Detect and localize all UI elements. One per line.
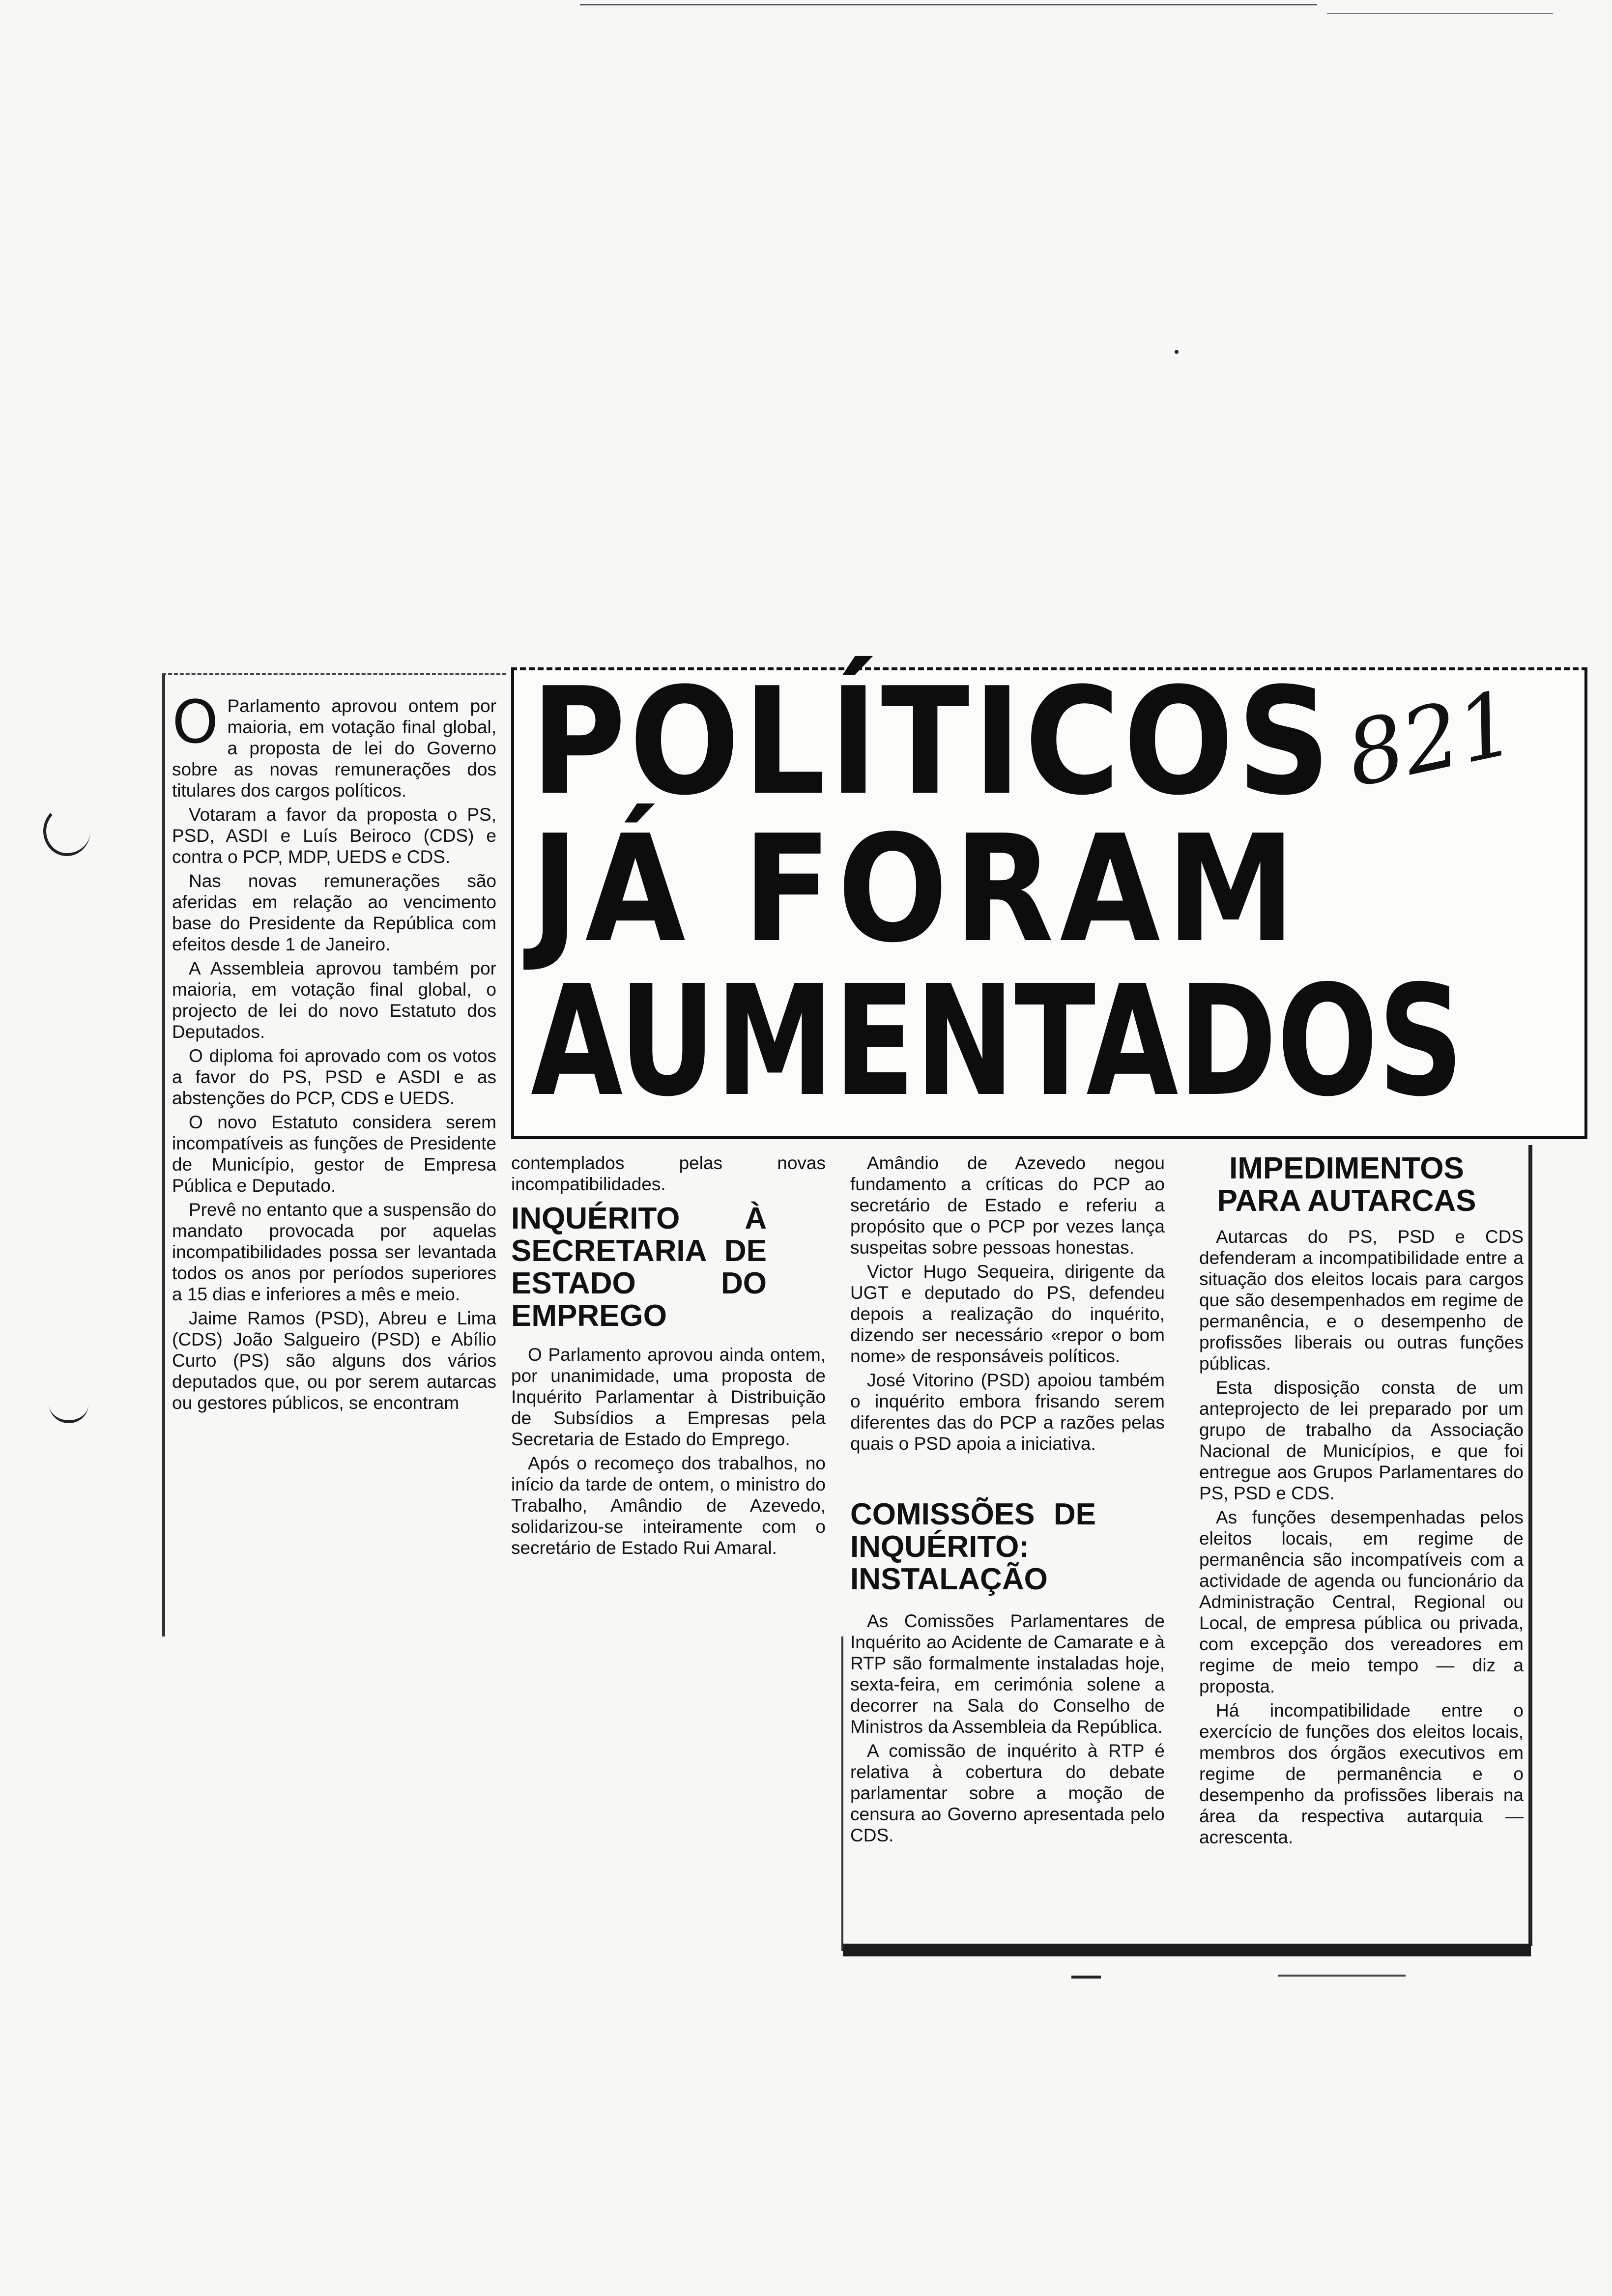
dropcap: O: [172, 689, 219, 757]
column2-continuation: contemplados pelas novas incompatibilidades.: [511, 1153, 826, 1194]
column4: [1199, 1152, 1524, 1851]
column1-frame-top: [162, 673, 506, 677]
article-rule-bottom: [843, 1944, 1531, 1956]
column1-paragraph-1: Parlamento aprovou ontem por maioria, em votação final global, a proposta de lei do Governo sobre as novas remunerações dos titulares dos cargos políticos.: [172, 696, 496, 801]
column1-paragraph-8: Jaime Ramos (PSD), Abreu e Lima (CDS) João Salgueiro (PSD) e Abílio Curto (PS) são alguns dos vários deputados que, ou por serem autarcas ou gestores públicos, se encontram: [172, 1308, 496, 1413]
column3-paragraph-4: As Comissões Parlamentares de Inquérito ao Acidente de Camarate e à RTP são formalmente instaladas hoje, sexta-feira, em cerimónia solene a decorrer na Sala do Conselho de Ministros da Assembleia da República.: [850, 1611, 1165, 1737]
column4-subhead: IMPEDIMENTOS PARA AUTARCAS: [1217, 1151, 1476, 1218]
column4-paragraph-2: Esta disposição consta de um anteprojecto de lei preparado por um grupo de trabalho da Associação Nacional de Municípios, e que foi entregue aos Grupos Parlamentares do PS, PSD e CDS.: [1199, 1378, 1524, 1503]
speck: [1175, 350, 1179, 354]
column3-paragraph-3: José Vitorino (PSD) apoiou também o inquérito embora frisando serem diferentes das do PCP a razões pelas quais o PSD apoia a iniciativa.: [850, 1370, 1165, 1454]
column1-paragraph-2: Votaram a favor da proposta o PS, PSD, ASDI e Luís Beiroco (CDS) e contra o PCP, MDP, UEDS e CDS.: [172, 804, 496, 867]
column3-paragraph-1: Amândio de Azevedo negou fundamento a críticas do PCP ao secretário de Estado e referiu a propósito que o PCP por vezes lança suspeitas sobre pessoas honestas.: [850, 1153, 1165, 1258]
column1-lead: [172, 689, 496, 801]
scan-dash-bottom-2: [1278, 1975, 1406, 1977]
scan-edge-top: [580, 4, 1317, 5]
margin-mark-left: [43, 806, 90, 856]
article-frame-col3-left: [841, 1636, 843, 1951]
column1-paragraph-4: A Assembleia aprovou também por maioria, em votação final global, o projecto de lei do novo Estatuto dos Deputados.: [172, 958, 496, 1042]
column3: [850, 1152, 1165, 1849]
column1-frame: [162, 673, 165, 1636]
headline-line-2: JÁ FORAM: [531, 804, 1302, 975]
column3-paragraph-2: Victor Hugo Sequeira, dirigente da UGT e deputado do PS, defendeu depois a realização do inquérito, dizendo ser necessário «repor o bom nome» de responsáveis políticos.: [850, 1262, 1165, 1366]
column3-subhead: COMISSÕES DE INQUÉRITO: INSTALAÇÃO: [850, 1497, 1096, 1596]
column4-paragraph-4: Há incompatibilidade entre o exercício de funções dos eleitos locais, membros dos órgãos executivos em regime de permanência e o desempenho da profissões liberais na área da respectiva autarquia — acrescenta.: [1199, 1700, 1524, 1847]
column1-paragraph-5: O diploma foi aprovado com os votos a favor do PS, PSD e ASDI e as abstenções do PCP, CDS e UEDS.: [172, 1046, 496, 1108]
column4-paragraph-1: Autarcas do PS, PSD e CDS defenderam a incompatibilidade entre a situação dos eleitos locais para cargos que são desempenhados em regime de permanência, e o desempenho de profissões liberais ou outras funções públicas.: [1199, 1227, 1524, 1374]
column1-paragraph-3: Nas novas remunerações são aferidas em relação ao vencimento base do Presidente da República com efeitos desde 1 de Janeiro.: [172, 871, 496, 954]
headline-line-3: AUMENTADOS: [531, 953, 1464, 1130]
headline-line-1: POLÍTICOS: [531, 656, 1334, 828]
column1-paragraph-7: Prevê no entanto que a suspensão do mandato provocada por aquelas incompatibilidades possa ser levantada todos os anos por períodos superiores a 15 dias e inferiores a mês e meio.: [172, 1200, 496, 1304]
column1-paragraph-6: O novo Estatuto considera serem incompatíveis as funções de Presidente de Município, gestor de Empresa Pública e Deputado.: [172, 1112, 496, 1196]
column3-paragraph-5: A comissão de inquérito à RTP é relativa à cobertura do debate parlamentar sobre a moção de censura ao Governo apresentada pelo CDS.: [850, 1741, 1165, 1845]
margin-mark-left-2: [49, 1386, 88, 1423]
column4-paragraph-3: As funções desempenhadas pelos eleitos locais, em regime de permanência são incompatíveis com a actividade de agenda ou funcionário da Administração Central, Regional ou Local, de empresa pública ou privada, com excepção dos vereadores em regime de meio tempo — diz a proposta.: [1199, 1507, 1524, 1696]
column2: [511, 1152, 826, 1561]
column2-paragraph-1: O Parlamento aprovou ainda ontem, por unanimidade, uma proposta de Inquérito Parlamentar à Distribuição de Subsídios a Empresas pela Secretaria de Estado do Emprego.: [511, 1345, 826, 1449]
article-frame-right: [1528, 1145, 1532, 1946]
column1: [172, 689, 496, 1416]
column2-paragraph-2: Após o recomeço dos trabalhos, no início da tarde de ontem, o ministro do Trabalho, Amândio de Azevedo, solidarizou-se inteiramente com o secretário de Estado Rui Amaral.: [511, 1453, 826, 1558]
handwritten-annotation: 821: [1338, 671, 1525, 807]
column2-subhead: INQUÉRITO À SECRETARIA DE ESTADO DO EMPREGO: [511, 1202, 767, 1333]
scan-dash-bottom: [1071, 1976, 1101, 1979]
scan-edge-top-right: [1327, 13, 1553, 14]
